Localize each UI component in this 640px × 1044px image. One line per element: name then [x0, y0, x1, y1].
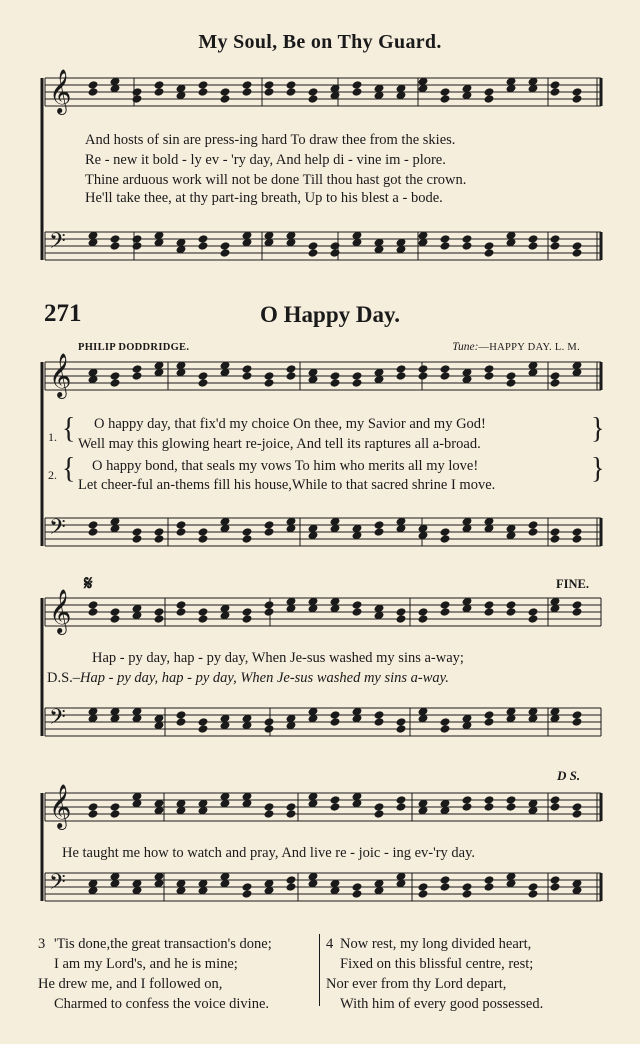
system1-treble-notehead [154, 87, 165, 97]
system1-treble-notehead [572, 94, 583, 104]
system3-treble-notehead [176, 600, 187, 610]
system3-treble-notehead [154, 614, 165, 624]
system4-treble-notehead [550, 795, 561, 805]
system1-treble-notehead [550, 87, 561, 97]
fine-label: FINE. [556, 577, 589, 591]
system2-bass-notehead [440, 534, 451, 544]
hymn-number: 271 [44, 300, 82, 327]
system3-treble-notehead [506, 600, 517, 610]
system1-bass-clef-icon: 𝄢 [49, 229, 66, 259]
system3-treble-notehead [528, 614, 539, 624]
brace-left-2: { [62, 452, 76, 485]
system2-bass-notehead [550, 527, 561, 537]
system4-bass-notehead [462, 882, 473, 892]
system2-treble-notehead [506, 371, 517, 381]
system3-bass-notehead [198, 717, 209, 727]
system1-treble-notehead [242, 87, 253, 97]
system2-treble-notehead [132, 371, 143, 381]
stanza3-line2: I am my Lord's, and he is mine; [54, 956, 238, 972]
system3-bass-notehead [176, 717, 187, 727]
system2-bass-notehead [132, 527, 143, 537]
system1-treble-notehead [264, 87, 275, 97]
system1-treble-notehead [154, 80, 165, 90]
system3-bass-notehead [440, 717, 451, 727]
system2-treble-notehead [286, 371, 297, 381]
system4-treble-notehead [506, 795, 517, 805]
hymn-title: O Happy Day. [260, 302, 400, 327]
system1-treble-notehead [484, 94, 495, 104]
system1-treble-notehead [264, 80, 275, 90]
system1-bass-notehead [220, 241, 231, 251]
system1-treble-notehead [352, 87, 363, 97]
system1-bass-notehead [462, 234, 473, 244]
system2-bass-notehead [154, 527, 165, 537]
stanza4-line3: Nor ever from thy Lord depart, [326, 976, 507, 992]
system4-treble-notehead [264, 802, 275, 812]
system4-treble-notehead [264, 809, 275, 819]
system1-treble-clef-icon: 𝄞 [49, 69, 72, 113]
verse2-line1: O happy bond, that seals my vows To him who merits all my love! [92, 458, 479, 474]
stanza4-number: 4 [326, 936, 334, 952]
system3-treble-clef-icon: 𝄞 [49, 589, 72, 633]
system1-treble-notehead [550, 80, 561, 90]
system1-bass-notehead [132, 241, 143, 251]
system3-treble-notehead [418, 614, 429, 624]
stanza4-line4: With him of every good possessed. [340, 996, 544, 1012]
system2-bass-notehead [550, 534, 561, 544]
system4-treble-notehead [110, 809, 121, 819]
system2-treble-notehead [264, 371, 275, 381]
system4-bass-notehead [484, 875, 495, 885]
system2-bass-notehead [242, 527, 253, 537]
hymn-author: PHILIP DODDRIDGE. [78, 342, 190, 353]
system1-bass-notehead [528, 234, 539, 244]
system1-treble-notehead [242, 80, 253, 90]
system1-treble-notehead [286, 87, 297, 97]
system2-treble-notehead [264, 378, 275, 388]
system2-treble-notehead [132, 364, 143, 374]
system2-treble-notehead [286, 364, 297, 374]
system1-bass-notehead [572, 241, 583, 251]
system2-treble-notehead [198, 378, 209, 388]
system3-treble-notehead [352, 600, 363, 610]
system4-treble-notehead [396, 802, 407, 812]
system4-bass-clef-icon: 𝄢 [49, 870, 66, 900]
stanza3-number: 3 [38, 936, 46, 952]
system3-bass-notehead [396, 724, 407, 734]
verse1-line2: Well may this glowing heart re-joice, And tell its raptures all a-broad. [78, 436, 481, 452]
system2-bass-notehead [88, 527, 99, 537]
system4-bass-notehead [440, 882, 451, 892]
system2-treble-notehead [484, 364, 495, 374]
system1-bass-notehead [550, 241, 561, 251]
system4-bass-notehead [352, 889, 363, 899]
system4-treble-notehead [462, 802, 473, 812]
system3-treble-notehead [198, 614, 209, 624]
hymn-tune [452, 341, 580, 353]
segno-icon: 𝄋 [84, 573, 93, 595]
system3-bass-notehead [374, 717, 385, 727]
system3-treble-notehead [396, 614, 407, 624]
hymn-top-lyric-4: He'll take thee, at thy part-ing breath, Up to his blest a - bode. [85, 190, 443, 206]
system1-treble-notehead [220, 94, 231, 104]
system3-treble-notehead [418, 607, 429, 617]
system2-treble-notehead [418, 371, 429, 381]
chorus-line: Hap - py day, hap - py day, When Je-sus washed my sins a-way; [92, 650, 464, 666]
system3-treble-notehead [484, 607, 495, 617]
system1-treble-notehead [308, 94, 319, 104]
system3-bass-notehead [330, 717, 341, 727]
system3-treble-notehead [176, 607, 187, 617]
system3-bass-notehead [440, 724, 451, 734]
hymn-top-lyric-3: Thine arduous work will not be done Till thou hast got the crown. [85, 172, 467, 188]
system1-bass-notehead [440, 241, 451, 251]
system3-bass-notehead [396, 717, 407, 727]
system2-bass-notehead [264, 527, 275, 537]
system1-treble-notehead [88, 80, 99, 90]
hymn-top-title: My Soul, Be on Thy Guard. [198, 31, 442, 53]
system2-treble-notehead [110, 378, 121, 388]
system3-bass-notehead [176, 710, 187, 720]
system4-treble-notehead [88, 802, 99, 812]
system4-treble-notehead [286, 802, 297, 812]
system3-treble-notehead [440, 607, 451, 617]
system1-treble-notehead [132, 94, 143, 104]
system4-treble-notehead [88, 809, 99, 819]
system4-bass-notehead [462, 889, 473, 899]
system2-treble-notehead [330, 378, 341, 388]
system1-bass-notehead [440, 234, 451, 244]
system3-treble-notehead [242, 614, 253, 624]
system2-bass-notehead [176, 520, 187, 530]
system2-bass-notehead [88, 520, 99, 530]
tune-name: —HAPPY DAY. L. M. [478, 342, 580, 353]
system2-bass-notehead [176, 527, 187, 537]
system3-treble-notehead [88, 600, 99, 610]
system1-treble-notehead [308, 87, 319, 97]
system1-treble-notehead [286, 80, 297, 90]
system1-bass-notehead [528, 241, 539, 251]
system2-treble-notehead [396, 371, 407, 381]
system4-treble-clef-icon: 𝄞 [49, 784, 72, 828]
system2-treble-notehead [396, 364, 407, 374]
system4-bass-notehead [242, 882, 253, 892]
system1-treble-notehead [352, 80, 363, 90]
system1-treble-notehead [198, 80, 209, 90]
stanza3-line4: Charmed to confess the voice divine. [54, 996, 270, 1012]
system2-treble-notehead [418, 364, 429, 374]
system2-treble-notehead [242, 371, 253, 381]
tune-label: Tune: [452, 341, 479, 353]
system1-treble-notehead [88, 87, 99, 97]
verse2-line2: Let cheer-ful an-thems fill his house,While to that sacred shrine I move. [78, 477, 496, 493]
system2-treble-notehead [550, 378, 561, 388]
system4-treble-notehead [572, 809, 583, 819]
system1-treble-notehead [198, 87, 209, 97]
system3-treble-notehead [352, 607, 363, 617]
system1-treble-notehead [220, 87, 231, 97]
stanza4-line1: Now rest, my long divided heart, [340, 936, 532, 952]
system1-bass-notehead [484, 248, 495, 258]
system2-bass-notehead [572, 534, 583, 544]
system2-bass-notehead [154, 534, 165, 544]
system2-treble-notehead [484, 371, 495, 381]
ds-label: D.S.– [47, 670, 81, 686]
system1-bass-notehead [572, 248, 583, 258]
system3-bass-clef-icon: 𝄢 [49, 705, 66, 735]
system3-bass-notehead [572, 717, 583, 727]
system4-bass-notehead [286, 875, 297, 885]
system3-treble-notehead [572, 600, 583, 610]
system3-bass-notehead [264, 717, 275, 727]
system3-bass-notehead [572, 710, 583, 720]
system2-bass-notehead [572, 527, 583, 537]
system4-treble-notehead [550, 802, 561, 812]
system2-treble-notehead [506, 378, 517, 388]
system4-treble-notehead [506, 802, 517, 812]
system2-bass-notehead [242, 534, 253, 544]
system2-bass-notehead [264, 520, 275, 530]
system1-bass-notehead [220, 248, 231, 258]
last-line: He taught me how to watch and pray, And live re - joic - ing ev-'ry day. [62, 845, 476, 861]
system3-bass-notehead [374, 710, 385, 720]
system3-treble-notehead [154, 607, 165, 617]
system3-treble-notehead [264, 600, 275, 610]
system2-bass-notehead [528, 527, 539, 537]
system4-bass-notehead [550, 875, 561, 885]
system1-bass-notehead [308, 248, 319, 258]
system3-treble-notehead [264, 607, 275, 617]
system2-bass-notehead [132, 534, 143, 544]
system4-treble-notehead [374, 802, 385, 812]
system2-treble-notehead [550, 371, 561, 381]
verse-mark-1: 1. [48, 430, 57, 444]
system2-treble-notehead [440, 371, 451, 381]
system4-treble-notehead [396, 795, 407, 805]
system4-treble-notehead [572, 802, 583, 812]
system4-bass-notehead [550, 882, 561, 892]
system2-treble-notehead [352, 378, 363, 388]
system2-bass-notehead [374, 520, 385, 530]
system4-bass-notehead [418, 889, 429, 899]
system3-treble-notehead [242, 607, 253, 617]
system3-bass-notehead [484, 710, 495, 720]
system2-treble-notehead [198, 371, 209, 381]
system1-bass-notehead [484, 241, 495, 251]
system4-bass-notehead [484, 882, 495, 892]
system2-bass-notehead [440, 527, 451, 537]
system3-treble-notehead [198, 607, 209, 617]
system1-treble-notehead [440, 94, 451, 104]
hymn-top-lyric-1: And hosts of sin are press-ing hard To draw thee from the skies. [85, 132, 456, 148]
system1-bass-notehead [550, 234, 561, 244]
system2-bass-notehead [198, 527, 209, 537]
system4-bass-notehead [528, 882, 539, 892]
system4-bass-notehead [440, 875, 451, 885]
verse-mark-2: 2. [48, 468, 57, 482]
system1-bass-notehead [132, 234, 143, 244]
system2-treble-notehead [330, 371, 341, 381]
system3-treble-notehead [88, 607, 99, 617]
stanza3-line3: He drew me, and I followed on, [38, 976, 223, 992]
system3-bass-notehead [264, 724, 275, 734]
system1-treble-notehead [132, 87, 143, 97]
system4-bass-notehead [286, 882, 297, 892]
system1-treble-notehead [572, 87, 583, 97]
system2-treble-notehead [440, 364, 451, 374]
brace-left-1: { [62, 412, 76, 445]
verse1-line1: O happy day, that fix'd my choice On thee, my Savior and my God! [94, 416, 486, 432]
system2-bass-notehead [374, 527, 385, 537]
ds-mark: D S. [557, 768, 581, 783]
system3-treble-notehead [506, 607, 517, 617]
system3-treble-notehead [396, 607, 407, 617]
stanza4-line2: Fixed on this blissful centre, rest; [340, 956, 534, 972]
ds-line [47, 670, 449, 687]
system4-treble-notehead [110, 802, 121, 812]
system4-treble-notehead [462, 795, 473, 805]
stanza-divider [319, 934, 321, 1006]
system2-treble-notehead [110, 371, 121, 381]
system3-treble-notehead [110, 614, 121, 624]
system4-treble-notehead [374, 809, 385, 819]
system4-bass-notehead [528, 889, 539, 899]
system1-bass-notehead [330, 241, 341, 251]
stanza3-line1: 'Tis done,the great transaction's done; [54, 936, 272, 952]
system1-treble-notehead [440, 87, 451, 97]
system1-bass-notehead [308, 241, 319, 251]
system3-treble-notehead [440, 600, 451, 610]
system3-bass-notehead [330, 710, 341, 720]
brace-right-1: } [591, 412, 605, 445]
system4-treble-notehead [330, 795, 341, 805]
system4-bass-notehead [418, 882, 429, 892]
system3-treble-notehead [528, 607, 539, 617]
system1-bass-notehead [110, 234, 121, 244]
system3-bass-notehead [484, 717, 495, 727]
system2-treble-notehead [352, 371, 363, 381]
system3-treble-notehead [484, 600, 495, 610]
hymn-top-lyric-2: Re - new it bold - ly ev - 'ry day, And help di - vine im - plore. [85, 152, 446, 168]
system1-bass-notehead [198, 234, 209, 244]
system4-treble-notehead [484, 802, 495, 812]
system3-bass-notehead [198, 724, 209, 734]
system4-bass-notehead [352, 882, 363, 892]
system2-bass-notehead [528, 520, 539, 530]
system2-treble-notehead [242, 364, 253, 374]
system4-treble-notehead [484, 795, 495, 805]
system1-treble-notehead [484, 87, 495, 97]
system2-treble-clef-icon: 𝄞 [49, 353, 72, 397]
system2-bass-notehead [198, 534, 209, 544]
system1-bass-notehead [462, 241, 473, 251]
brace-right-2: } [591, 452, 605, 485]
system4-bass-notehead [242, 889, 253, 899]
system3-treble-notehead [572, 607, 583, 617]
system4-treble-notehead [330, 802, 341, 812]
system3-treble-notehead [110, 607, 121, 617]
system1-bass-notehead [110, 241, 121, 251]
system4-treble-notehead [286, 809, 297, 819]
system1-bass-notehead [198, 241, 209, 251]
ds-text: Hap - py day, hap - py day, When Je-sus washed my sins a-way. [80, 670, 449, 686]
system1-bass-notehead [330, 248, 341, 258]
system2-bass-clef-icon: 𝄢 [49, 515, 66, 545]
